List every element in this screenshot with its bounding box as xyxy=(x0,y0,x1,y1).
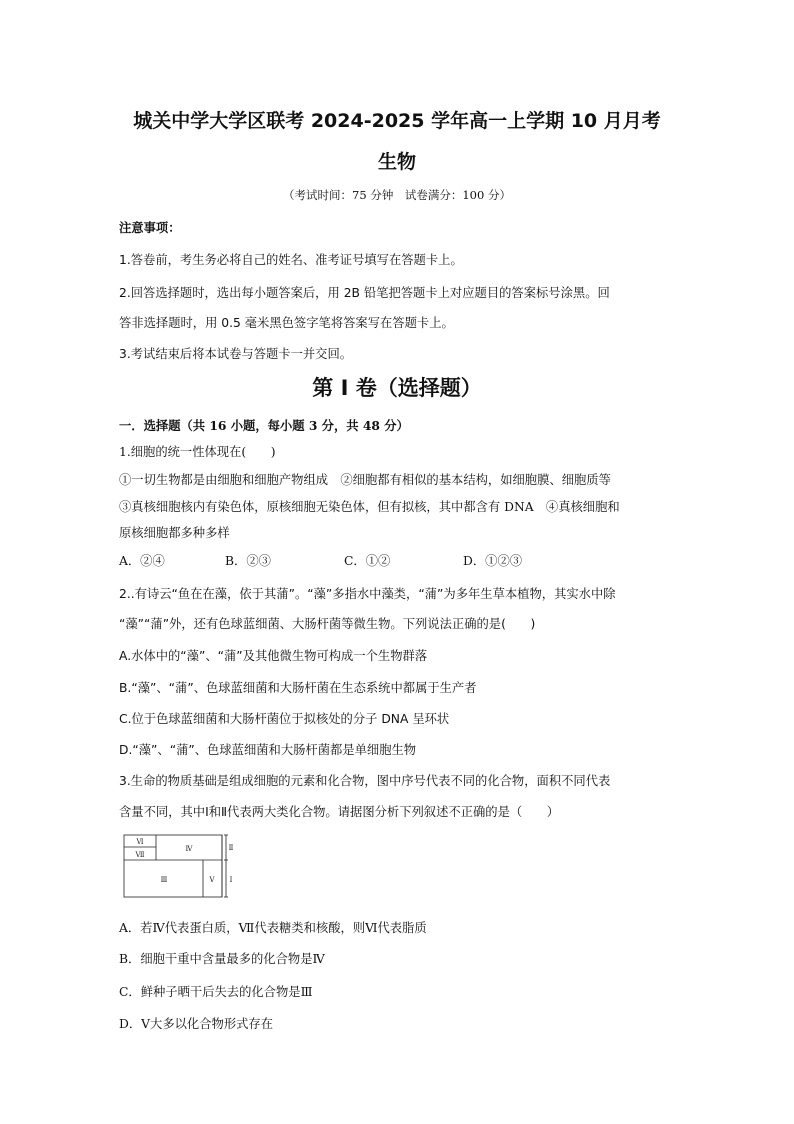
figure-label-vi: Ⅵ xyxy=(136,838,144,846)
q2-option-c: C.位于色球蓝细菌和大肠杆菌位于拟核处的分子 DNA 呈环状 xyxy=(119,712,450,726)
section-title: 第 I 卷（选择题） xyxy=(312,376,482,400)
q3-option-a: A．若Ⅳ代表蛋白质，Ⅶ代表糖类和核酸，则Ⅵ代表脂质 xyxy=(119,921,427,935)
exam-subject: 生物 xyxy=(377,151,416,173)
figure-label-ii: Ⅱ xyxy=(228,844,234,852)
q1-statement: ③真核细胞核内有染色体，原核细胞无染色体，但有拟核，其中都含有 DNA ④真核细胞和 xyxy=(119,500,620,514)
figure-label-i: Ⅰ xyxy=(229,876,233,884)
exam-info: （考试时间：75 分钟 试卷满分：100 分） xyxy=(283,188,511,202)
q3-option-b: B．细胞干重中含量最多的化合物是Ⅳ xyxy=(119,952,325,966)
q1-statement: 原核细胞都多种多样 xyxy=(119,526,230,540)
q2-option-a: A.水体中的“藻”、“蒲”及其他微生物可构成一个生物群落 xyxy=(119,649,428,663)
q2-stem: 2..有诗云“鱼在在藻，依于其蒲”。“藻”多指水中藻类，“蒲”为多年生草本植物，其实水中除 xyxy=(119,587,616,601)
q1-option-b: B．②③ xyxy=(225,554,271,568)
exam-title: 城关中学大学区联考 2024-2025 学年高一上学期 10 月月考 xyxy=(133,110,661,132)
notice-item: 2.回答选择题时，选出每小题答案后，用 2B 铅笔把答题卡上对应题目的答案标号涂黑。回 xyxy=(119,286,610,300)
q1-option-d: D．①②③ xyxy=(463,554,523,568)
q1-option-a: A．②④ xyxy=(119,554,165,568)
notice-item: 答非选择题时，用 0.5 毫米黑色签字笔将答案写在答题卡上。 xyxy=(119,316,454,330)
q1-option-c: C．①② xyxy=(344,554,391,568)
part-heading: 一．选择题（共 16 小题，每小题 3 分，共 48 分） xyxy=(119,418,409,433)
figure-label-iii: Ⅲ xyxy=(160,876,168,884)
notice-heading: 注意事项： xyxy=(119,221,181,235)
figure-label-v: Ⅴ xyxy=(209,876,215,884)
notice-item: 1.答卷前，考生务必将自己的姓名、准考证号填写在答题卡上。 xyxy=(119,253,463,267)
notice-item: 3.考试结束后将本试卷与答题卡一并交回。 xyxy=(119,347,353,361)
figure-label-vii: Ⅶ xyxy=(135,851,145,859)
q3-stem: 含量不同，其中Ⅰ和Ⅱ代表两大类化合物。请据图分析下列叙述不正确的是（ ） xyxy=(119,805,560,819)
q1-statement: ①一切生物都是由细胞和细胞产物组成 ②细胞都有相似的基本结构，如细胞膜、细胞质等 xyxy=(119,473,611,487)
compound-area-figure xyxy=(118,830,240,902)
q2-stem: “藻”“蒲”外，还有色球蓝细菌、大肠杆菌等微生物。下列说法正确的是( ) xyxy=(119,617,536,631)
q3-option-c: C．鲜种子晒干后失去的化合物是Ⅲ xyxy=(119,985,313,999)
figure-label-iv: Ⅳ xyxy=(185,845,193,853)
q1-stem: 1.细胞的统一性体现在( ) xyxy=(119,445,276,459)
q3-option-d: D．Ⅴ大多以化合物形式存在 xyxy=(119,1017,274,1031)
q2-option-d: D.“藻”、“蒲”、色球蓝细菌和大肠杆菌都是单细胞生物 xyxy=(119,743,417,757)
q2-option-b: B.“藻”、“蒲”、色球蓝细菌和大肠杆菌在生态系统中都属于生产者 xyxy=(119,681,477,695)
q3-stem: 3.生命的物质基础是组成细胞的元素和化合物，图中序号代表不同的化合物，面积不同代表 xyxy=(119,774,611,788)
